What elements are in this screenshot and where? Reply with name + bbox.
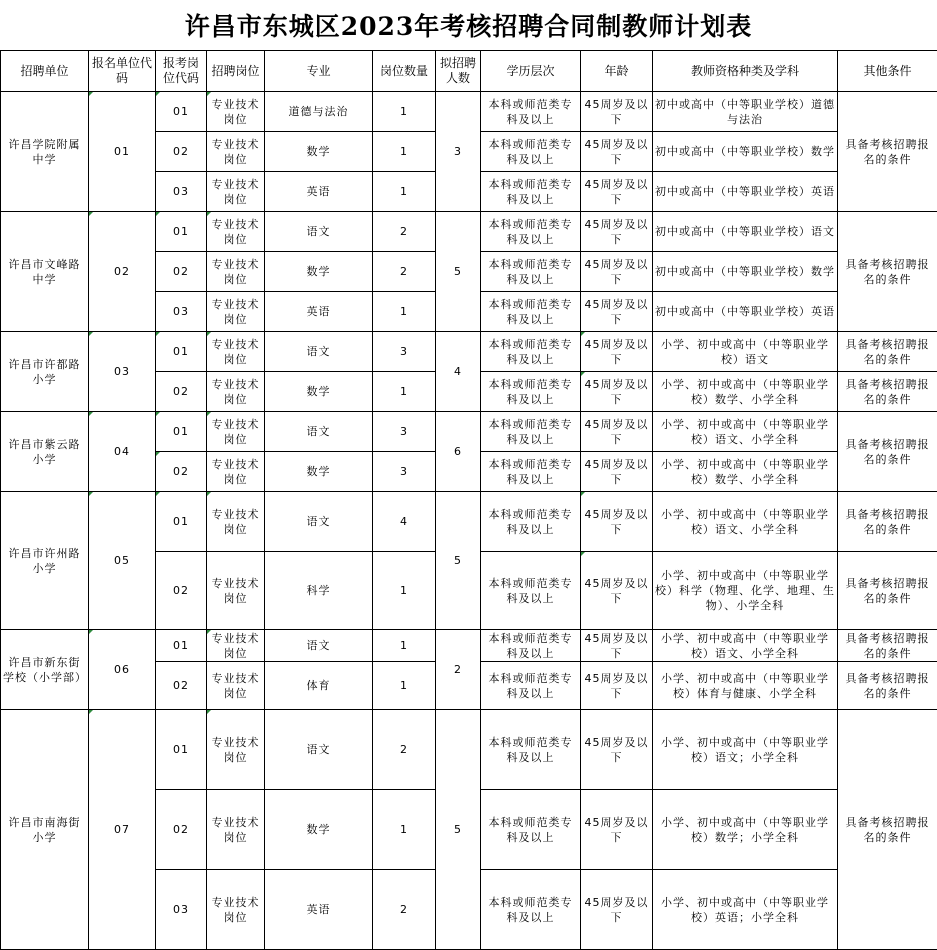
post-code: 02: [156, 452, 207, 492]
unit-code: 03: [89, 332, 156, 412]
age-limit: 45周岁及以下: [581, 132, 653, 172]
header-unit-code: 报名单位代码: [89, 51, 156, 92]
page-title: 许昌市东城区2023年考核招聘合同制教师计划表: [184, 12, 753, 41]
teacher-certificate: 小学、初中或高中（中等职业学校）英语；小学全科: [653, 870, 838, 950]
age-limit: 45周岁及以下: [581, 252, 653, 292]
major: 英语: [265, 870, 373, 950]
planned-total: 5: [436, 492, 481, 630]
post-code: 03: [156, 870, 207, 950]
post-type: 专业技术岗位: [207, 552, 265, 630]
post-count: 2: [373, 252, 436, 292]
post-count: 3: [373, 452, 436, 492]
table-row: [1, 412, 937, 452]
education: 本科或师范类专科及以上: [481, 92, 581, 132]
major: 语文: [265, 332, 373, 372]
post-type: 专业技术岗位: [207, 252, 265, 292]
education: 本科或师范类专科及以上: [481, 662, 581, 710]
post-code: 01: [156, 630, 207, 662]
header-row: [1, 51, 937, 92]
other-conditions: 具备考核招聘报名的条件: [838, 212, 937, 332]
planned-total: 5: [436, 710, 481, 950]
post-count: 1: [373, 630, 436, 662]
post-type: 专业技术 岗位: [207, 662, 265, 710]
major: 英语: [265, 292, 373, 332]
post-code: 03: [156, 292, 207, 332]
major: 语文: [265, 492, 373, 552]
planned-total: 5: [436, 212, 481, 332]
teacher-certificate: 小学、初中或高中（中等职业学校）语文、小学全科: [653, 492, 838, 552]
age-limit: 45周岁及以下: [581, 870, 653, 950]
unit-code: 07: [89, 710, 156, 950]
post-code: 02: [156, 252, 207, 292]
major: 数学: [265, 790, 373, 870]
post-type: 专业技术岗位: [207, 212, 265, 252]
post-type: 专业技术岗位: [207, 492, 265, 552]
other-conditions: 具备考核招聘报名的条件: [838, 710, 937, 950]
recruitment-table: [0, 50, 937, 950]
age-limit: 45周岁及以下: [581, 412, 653, 452]
teacher-certificate: 初中或高中（中等职业学校）数学: [653, 132, 838, 172]
other-conditions: 具备考核招聘报名的条件: [838, 332, 937, 372]
post-code: 02: [156, 790, 207, 870]
education: 本科或师范类专科及以上: [481, 552, 581, 630]
unit-name: 许昌学院附属中学: [1, 92, 89, 212]
teacher-certificate: 小学、初中或高中（中等职业学校）科学（物理、化学、地理、生物）、小学全科: [653, 552, 838, 630]
post-count: 2: [373, 870, 436, 950]
age-limit: 45周岁及以下: [581, 710, 653, 790]
age-limit: 45周岁及以下: [581, 452, 653, 492]
post-code: 01: [156, 492, 207, 552]
major: 语文: [265, 710, 373, 790]
age-limit: 45周岁及以下: [581, 662, 653, 710]
education: 本科或师范类专科及以上: [481, 412, 581, 452]
teacher-certificate: 小学、初中或高中（中等职业学校）数学、小学全科: [653, 452, 838, 492]
major: 体育: [265, 662, 373, 710]
age-limit: 45周岁及以下: [581, 492, 653, 552]
teacher-certificate: 小学、初中或高中（中等职业学校）数学、小学全科: [653, 372, 838, 412]
post-type: 专业技术岗位: [207, 790, 265, 870]
post-code: 01: [156, 332, 207, 372]
post-type: 专业技术岗位: [207, 452, 265, 492]
unit-name: 许昌市新东街学校（小学部）: [1, 630, 89, 710]
unit-code: 01: [89, 92, 156, 212]
age-limit: 45周岁及以下: [581, 212, 653, 252]
header-total: 拟招聘人数: [436, 51, 481, 92]
unit-name: 许昌市许都路小学: [1, 332, 89, 412]
post-count: 1: [373, 372, 436, 412]
post-code: 02: [156, 662, 207, 710]
other-conditions: 具备考核招聘报名的条件: [838, 412, 937, 492]
post-type: 专业技术岗位: [207, 132, 265, 172]
education: 本科或师范类专科及以上: [481, 452, 581, 492]
post-type: 专业技术岗位: [207, 332, 265, 372]
major: 数学: [265, 452, 373, 492]
teacher-certificate: 初中或高中（中等职业学校）英语: [653, 172, 838, 212]
post-type: 专业技术岗位: [207, 412, 265, 452]
unit-code: 05: [89, 492, 156, 630]
other-conditions: 具备考核招聘报名的条件: [838, 630, 937, 662]
age-limit: 45周岁及以下: [581, 172, 653, 212]
unit-name: 许昌市文峰路中学: [1, 212, 89, 332]
post-type: 专业技术岗位: [207, 92, 265, 132]
teacher-certificate: 初中或高中（中等职业学校）数学: [653, 252, 838, 292]
post-code: 02: [156, 552, 207, 630]
other-conditions: 具备考核招聘报名的条件: [838, 552, 937, 630]
planned-total: 4: [436, 332, 481, 412]
header-other-conditions: 其他条件: [838, 51, 937, 92]
table-row: [1, 710, 937, 790]
teacher-certificate: 小学、初中或高中（中等职业学校）语文；小学全科: [653, 710, 838, 790]
post-type: 专业技术 岗位: [207, 630, 265, 662]
table-row: [1, 332, 937, 372]
post-count: 1: [373, 92, 436, 132]
major: 语文: [265, 212, 373, 252]
education: 本科或师范类专科及以上: [481, 630, 581, 662]
teacher-certificate: 小学、初中或高中（中等职业学校）语文、小学全科: [653, 412, 838, 452]
post-type: 专业技术岗位: [207, 292, 265, 332]
education: 本科或师范类专科及以上: [481, 252, 581, 292]
unit-name: 许昌市紫云路小学: [1, 412, 89, 492]
major: 英语: [265, 172, 373, 212]
header-post-count: 岗位数量: [373, 51, 436, 92]
post-code: 03: [156, 172, 207, 212]
education: 本科或师范类专科及以上: [481, 332, 581, 372]
header-major: 专业: [265, 51, 373, 92]
education: 本科或师范类专科及以上: [481, 292, 581, 332]
post-code: 01: [156, 710, 207, 790]
post-count: 1: [373, 552, 436, 630]
post-type: 专业技术岗位: [207, 172, 265, 212]
post-count: 3: [373, 332, 436, 372]
post-type: 专业技术岗位: [207, 710, 265, 790]
header-age: 年龄: [581, 51, 653, 92]
header-certificate: 教师资格种类及学科: [653, 51, 838, 92]
planned-total: 2: [436, 630, 481, 710]
age-limit: 45周岁及以下: [581, 92, 653, 132]
post-code: 01: [156, 92, 207, 132]
unit-code: 06: [89, 630, 156, 710]
major: 数学: [265, 132, 373, 172]
post-type: 专业技术岗位: [207, 870, 265, 950]
education: 本科或师范类专科及以上: [481, 172, 581, 212]
major: 语文: [265, 412, 373, 452]
age-limit: 45周岁及以下: [581, 332, 653, 372]
teacher-certificate: 初中或高中（中等职业学校）语文: [653, 212, 838, 252]
post-code: 02: [156, 132, 207, 172]
post-code: 02: [156, 372, 207, 412]
age-limit: 45周岁及以下: [581, 372, 653, 412]
education: 本科或师范类专科及以上: [481, 132, 581, 172]
education: 本科或师范类专科及以上: [481, 870, 581, 950]
major: 语文: [265, 630, 373, 662]
header-unit: 招聘单位: [1, 51, 89, 92]
teacher-certificate: 小学、初中或高中（中等职业学校）数学；小学全科: [653, 790, 838, 870]
post-count: 1: [373, 292, 436, 332]
post-type: 专业技术岗位: [207, 372, 265, 412]
post-code: 01: [156, 212, 207, 252]
major: 科学: [265, 552, 373, 630]
other-conditions: 具备考核招聘报名的条件: [838, 372, 937, 412]
age-limit: 45周岁及以下: [581, 552, 653, 630]
unit-code: 02: [89, 212, 156, 332]
education: 本科或师范类专科及以上: [481, 790, 581, 870]
header-education: 学历层次: [481, 51, 581, 92]
table-row: [1, 212, 937, 252]
teacher-certificate: 小学、初中或高中（中等职业学校）语文: [653, 332, 838, 372]
major: 道德与法治: [265, 92, 373, 132]
planned-total: 3: [436, 92, 481, 212]
table-row: [1, 630, 937, 662]
other-conditions: 具备考核招聘报名的条件: [838, 92, 937, 212]
education: 本科或师范类专科及以上: [481, 710, 581, 790]
table-row: [1, 92, 937, 132]
post-count: 4: [373, 492, 436, 552]
post-code: 01: [156, 412, 207, 452]
major: 数学: [265, 372, 373, 412]
teacher-certificate: 初中或高中（中等职业学校）道德与法治: [653, 92, 838, 132]
age-limit: 45周岁及以下: [581, 790, 653, 870]
post-count: 1: [373, 132, 436, 172]
teacher-certificate: 小学、初中或高中（中等职业学校）体育与健康、小学全科: [653, 662, 838, 710]
age-limit: 45周岁及以下: [581, 630, 653, 662]
major: 数学: [265, 252, 373, 292]
header-post-code: 报考岗位代码: [156, 51, 207, 92]
unit-name: 许昌市许州路小学: [1, 492, 89, 630]
table-row: [1, 492, 937, 552]
education: 本科或师范类专科及以上: [481, 492, 581, 552]
unit-name: 许昌市南海街小学: [1, 710, 89, 950]
other-conditions: 具备考核招聘报名的条件: [838, 662, 937, 710]
post-count: 1: [373, 790, 436, 870]
header-post-type: 招聘岗位: [207, 51, 265, 92]
education: 本科或师范类专科及以上: [481, 212, 581, 252]
post-count: 2: [373, 710, 436, 790]
unit-code: 04: [89, 412, 156, 492]
post-count: 1: [373, 172, 436, 212]
education: 本科或师范类专科及以上: [481, 372, 581, 412]
post-count: 3: [373, 412, 436, 452]
teacher-certificate: 初中或高中（中等职业学校）英语: [653, 292, 838, 332]
post-count: 1: [373, 662, 436, 710]
other-conditions: 具备考核招聘报名的条件: [838, 492, 937, 552]
teacher-certificate: 小学、初中或高中（中等职业学校）语文、小学全科: [653, 630, 838, 662]
post-count: 2: [373, 212, 436, 252]
age-limit: 45周岁及以下: [581, 292, 653, 332]
planned-total: 6: [436, 412, 481, 492]
